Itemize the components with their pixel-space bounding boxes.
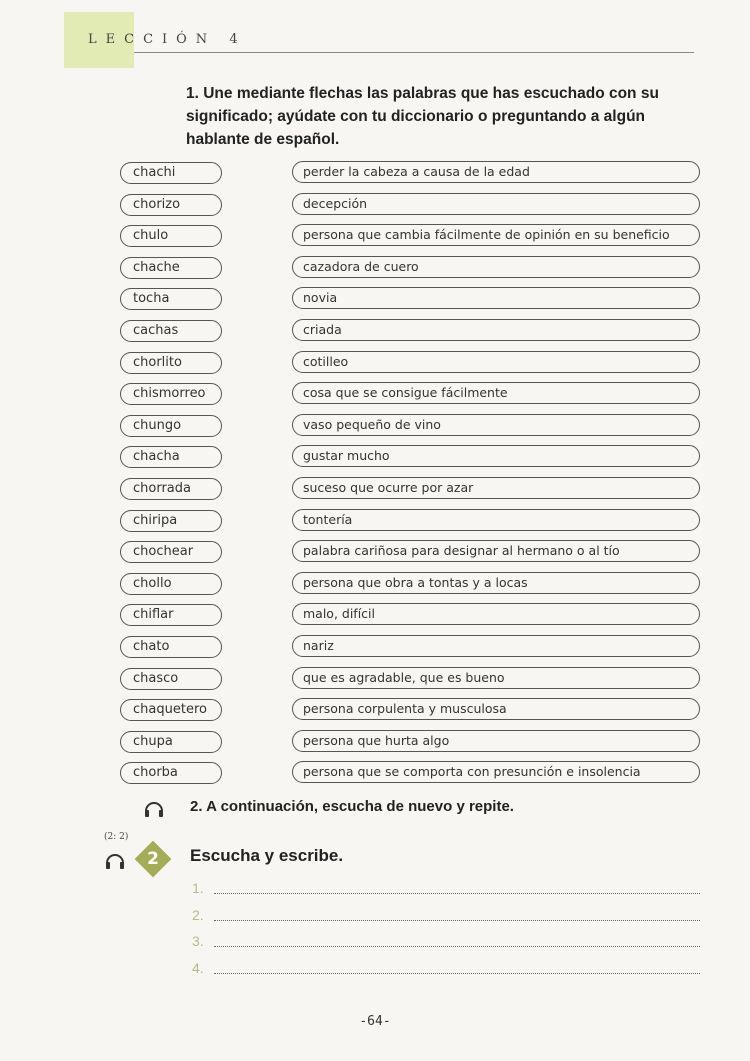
word-box[interactable]: chato — [120, 636, 222, 658]
definition-box[interactable]: persona que obra a tontas y a locas — [292, 572, 700, 594]
dotted-line — [214, 893, 700, 894]
writing-line[interactable] — [192, 907, 700, 925]
definition-box[interactable]: suceso que ocurre por azar — [292, 477, 700, 499]
word-box[interactable]: chulo — [120, 225, 222, 247]
word-box[interactable]: chorlito — [120, 352, 222, 374]
word-box[interactable]: chochear — [120, 541, 222, 563]
section-2-title: Escucha y escribe. — [190, 846, 344, 865]
definition-box[interactable]: vaso pequeño de vino — [292, 414, 700, 436]
definition-box[interactable]: tontería — [292, 509, 700, 531]
word-box[interactable]: cachas — [120, 320, 222, 342]
headphones-icon — [143, 796, 165, 818]
definition-box[interactable]: gustar mucho — [292, 445, 700, 467]
page-number: -64- — [359, 1014, 391, 1029]
header-rule — [134, 52, 694, 53]
lesson-title: LECCIÓN 4 — [88, 32, 247, 47]
word-box[interactable]: chungo — [120, 415, 222, 437]
audio-track-label: (2: 2) — [104, 832, 129, 842]
word-box[interactable]: chiripa — [120, 510, 222, 532]
word-box[interactable]: chollo — [120, 573, 222, 595]
word-box[interactable]: chorrada — [120, 478, 222, 500]
word-box[interactable]: chasco — [120, 668, 222, 690]
line-number: 3. — [192, 933, 204, 949]
writing-line[interactable] — [192, 960, 700, 978]
word-box[interactable]: chache — [120, 257, 222, 279]
exercise-1-instructions: 1. Une mediante flechas las palabras que has escuchado con su significado; ayúdate con tu diccionario o preguntando a algún hablante de español. — [186, 85, 659, 148]
definition-box[interactable]: palabra cariñosa para designar al hermano o al tío — [292, 540, 700, 562]
dotted-line — [214, 946, 700, 947]
definition-box[interactable]: persona que hurta algo — [292, 730, 700, 752]
writing-line[interactable] — [192, 880, 700, 898]
word-box[interactable]: chacha — [120, 446, 222, 468]
definition-box[interactable]: nariz — [292, 635, 700, 657]
definition-box[interactable]: cosa que se consigue fácilmente — [292, 382, 700, 404]
line-number: 2. — [192, 906, 204, 923]
section-number: 2 — [147, 849, 159, 869]
definition-box[interactable]: cazadora de cuero — [292, 256, 700, 278]
definition-box[interactable]: persona que cambia fácilmente de opinión en su beneficio — [292, 224, 700, 246]
definition-box[interactable]: persona corpulenta y musculosa — [292, 698, 700, 720]
exercise-2-instructions: 2. A continuación, escucha de nuevo y repite. — [190, 798, 514, 815]
dotted-line — [214, 920, 700, 921]
definition-box[interactable]: novia — [292, 287, 700, 309]
writing-line[interactable] — [192, 933, 700, 951]
definition-box[interactable]: decepción — [292, 193, 700, 215]
word-box[interactable]: chorizo — [120, 194, 222, 216]
word-box[interactable]: chismorreo — [120, 383, 222, 405]
definition-box[interactable]: perder la cabeza a causa de la edad — [292, 161, 700, 183]
word-box[interactable]: chorba — [120, 762, 222, 784]
dotted-line — [214, 973, 700, 974]
definition-box[interactable]: que es agradable, que es bueno — [292, 667, 700, 689]
word-box[interactable]: chaquetero — [120, 699, 222, 721]
line-number: 1. — [192, 880, 204, 896]
definition-box[interactable]: persona que se comporta con presunción e insolencia — [292, 761, 700, 783]
definition-box[interactable]: criada — [292, 319, 700, 341]
definition-box[interactable]: cotilleo — [292, 351, 700, 373]
word-box[interactable]: chiflar — [120, 604, 222, 626]
word-box[interactable]: chupa — [120, 731, 222, 753]
headphones-icon — [104, 848, 126, 870]
word-box[interactable]: chachi — [120, 162, 222, 184]
definition-box[interactable]: malo, difícil — [292, 603, 700, 625]
word-box[interactable]: tocha — [120, 288, 222, 310]
line-number: 4. — [192, 959, 204, 976]
